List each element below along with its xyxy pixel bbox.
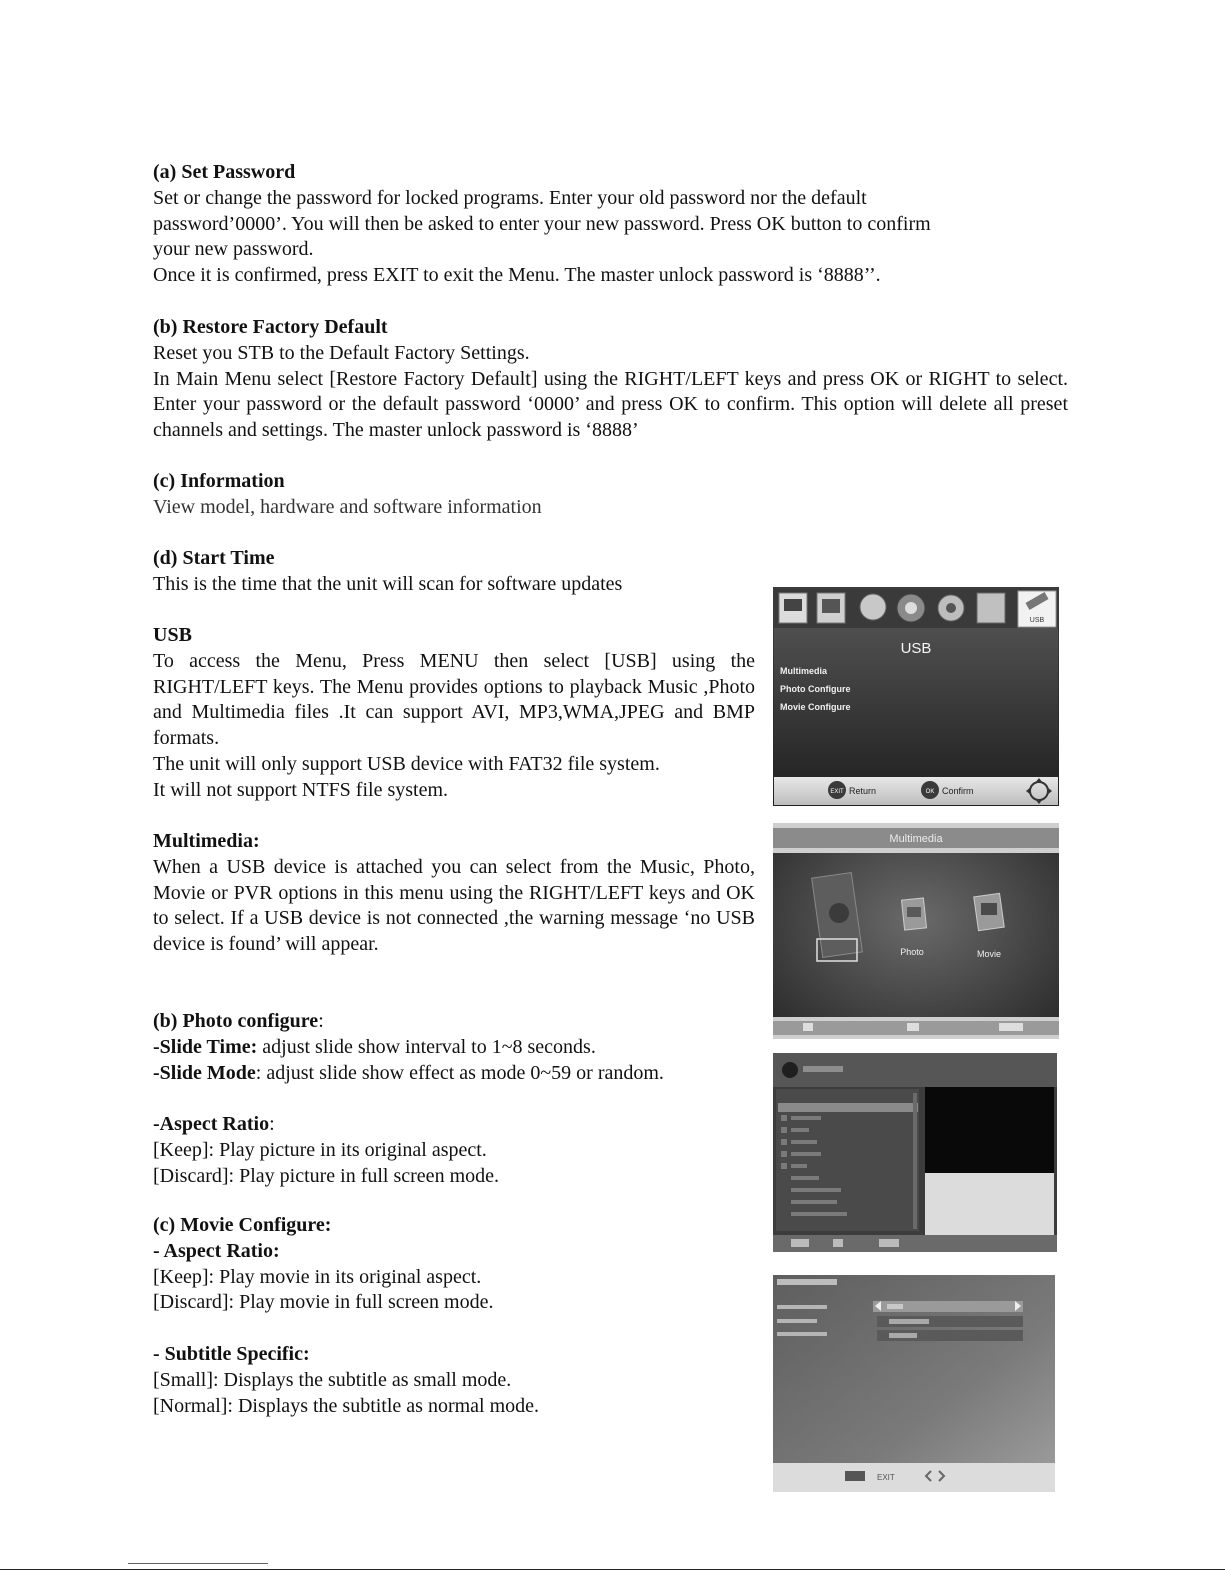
photo-app-icon — [782, 1062, 798, 1078]
folder-key-icon — [879, 1239, 899, 1247]
satellite-icon — [860, 594, 886, 620]
usb-menu-item-photo-configure[interactable]: Photo Configure — [780, 684, 851, 694]
start-time-line: This is the time that the unit will scan for software updates — [153, 572, 623, 595]
exit-key-label: EXIT — [830, 789, 844, 795]
multimedia-item-photo[interactable]: Photo — [900, 947, 924, 957]
photo-discard-line: [Discard]: Play picture in full screen mode. — [153, 1164, 499, 1187]
photo-browser-screenshot — [773, 1053, 1057, 1252]
tools-icon — [977, 593, 1005, 623]
photo-configure-section — [153, 1009, 755, 1190]
usb-line-2: It will not support NTFS file system. — [153, 778, 448, 801]
movie-keep-line: [Keep]: Play movie in its original aspect. — [153, 1265, 482, 1288]
photo-aspect-label: -Aspect Ratio — [153, 1113, 270, 1136]
information-heading: (c) Information — [153, 470, 285, 492]
slide-time-text: adjust slide show interval to 1~8 seconds. — [257, 1035, 596, 1058]
set-password-line-3: your new password. — [153, 238, 314, 261]
restore-heading: (b) Restore Factory Default — [153, 316, 388, 338]
photo-config-screenshot — [773, 1275, 1055, 1492]
exit-key-icon — [907, 1023, 919, 1031]
start-time-heading: (d) Start Time — [153, 547, 275, 569]
usb-menu-item-multimedia[interactable]: Multimedia — [780, 666, 828, 676]
multimedia-heading: Multimedia: — [153, 830, 260, 852]
confirm-label: Confirm — [942, 786, 974, 796]
usb-line-1: The unit will only support USB device with FAT32 file system. — [153, 752, 660, 775]
preview-pane — [925, 1087, 1054, 1173]
select-key-icon — [791, 1239, 809, 1247]
usb-section — [153, 623, 755, 804]
movie-folder-icon[interactable] — [974, 893, 1004, 930]
multimedia-item-movie[interactable]: Movie — [976, 949, 1002, 959]
multimedia-title: Multimedia — [889, 833, 943, 845]
subtitle-normal-line: [Normal]: Displays the subtitle as normal mode. — [153, 1394, 540, 1417]
slide-time-label: -Slide Time: — [153, 1035, 258, 1058]
usb-tab-label: USB — [1029, 617, 1045, 624]
multimedia-screenshot — [773, 823, 1059, 1039]
movie-aspect-label: - Aspect Ratio: — [153, 1239, 280, 1262]
slide-mode-label: -Slide Mode — [153, 1061, 256, 1084]
exit-label: EXIT — [877, 1473, 895, 1482]
restore-paragraph: In Main Menu select [Restore Factory Default] using the RIGHT/LEFT keys and press OK or RIGHT to select. Enter your password or the default password ‘0000’ and press OK to confirm. This option will delete all preset channels and settings. The master unlock password is ‘8888’ — [153, 367, 1068, 442]
usb-menu-screenshot — [773, 587, 1059, 806]
subtitle-small-line: [Small]: Displays the subtitle as small mode. — [153, 1368, 512, 1391]
usb-menu-screen — [773, 587, 1059, 806]
arrows-key-icon — [999, 1023, 1023, 1031]
subtitle-specific-label: - Subtitle Specific: — [153, 1342, 310, 1365]
photo-browser-screen — [773, 1053, 1057, 1252]
photo-keep-line: [Keep]: Play picture in its original aspect. — [153, 1138, 487, 1161]
file-list-scrollbar[interactable] — [913, 1093, 917, 1229]
menu-key-icon — [833, 1239, 843, 1247]
exit-key-icon — [845, 1471, 865, 1481]
info-pane — [925, 1173, 1054, 1235]
photo-configure-colon: : — [318, 1010, 324, 1032]
movie-configure-section — [153, 1213, 755, 1419]
information-section — [153, 469, 1068, 521]
select-key-icon — [803, 1023, 813, 1031]
restore-line-1: Reset you STB to the Default Factory Settings. — [153, 341, 530, 364]
set-password-line-4: Once it is confirmed, press EXIT to exit the Menu. The master unlock password is ‘8888’’. — [153, 264, 881, 287]
footer-rule — [0, 1569, 1225, 1570]
photo-aspect-colon: : — [269, 1113, 275, 1136]
restore-section — [153, 315, 1068, 444]
multimedia-paragraph: When a USB device is attached you can select from the Music, Photo, Movie or PVR options in this menu using the RIGHT/LEFT keys and OK to select. If a USB device is not connected ,the warning message ‘no USB device is found’ will appear. — [153, 855, 755, 956]
photo-config-title-bar — [777, 1279, 837, 1285]
footer-link-underline — [128, 1563, 268, 1564]
set-password-heading: (a) Set Password — [153, 161, 296, 183]
usb-menu-item-movie-configure[interactable]: Movie Configure — [780, 702, 851, 712]
multimedia-section — [153, 829, 755, 958]
usb-heading: USB — [153, 624, 192, 646]
file-list-selected-row[interactable] — [778, 1103, 918, 1112]
photo-config-screen — [773, 1275, 1055, 1492]
slide-mode-text: : adjust slide show effect as mode 0~59 or random. — [255, 1061, 664, 1084]
information-line: View model, hardware and software information — [153, 495, 542, 518]
set-password-section — [153, 160, 1068, 289]
multimedia-screen — [773, 823, 1059, 1039]
return-label: Return — [849, 786, 877, 796]
usb-menu-title: USB — [900, 640, 932, 657]
movie-configure-heading: (c) Movie Configure: — [153, 1214, 332, 1236]
movie-discard-line: [Discard]: Play movie in full screen mode. — [153, 1291, 494, 1314]
set-password-line-1: Set or change the password for locked programs. Enter your old password nor the default — [153, 186, 867, 209]
photo-configure-heading: (b) Photo configure — [153, 1010, 319, 1032]
ok-key-label: OK — [925, 789, 935, 795]
set-password-line-2: password’0000’. You will then be asked to enter your new password. Press OK button to confirm — [153, 212, 931, 235]
usb-paragraph: To access the Menu, Press MENU then select [USB] using the RIGHT/LEFT keys. The Menu provides options to playback Music ,Photo and Multimedia files .It can support AVI, MP3,WMA,JPEG and BMP formats. — [153, 649, 755, 750]
photo-folder-icon[interactable] — [901, 898, 926, 930]
